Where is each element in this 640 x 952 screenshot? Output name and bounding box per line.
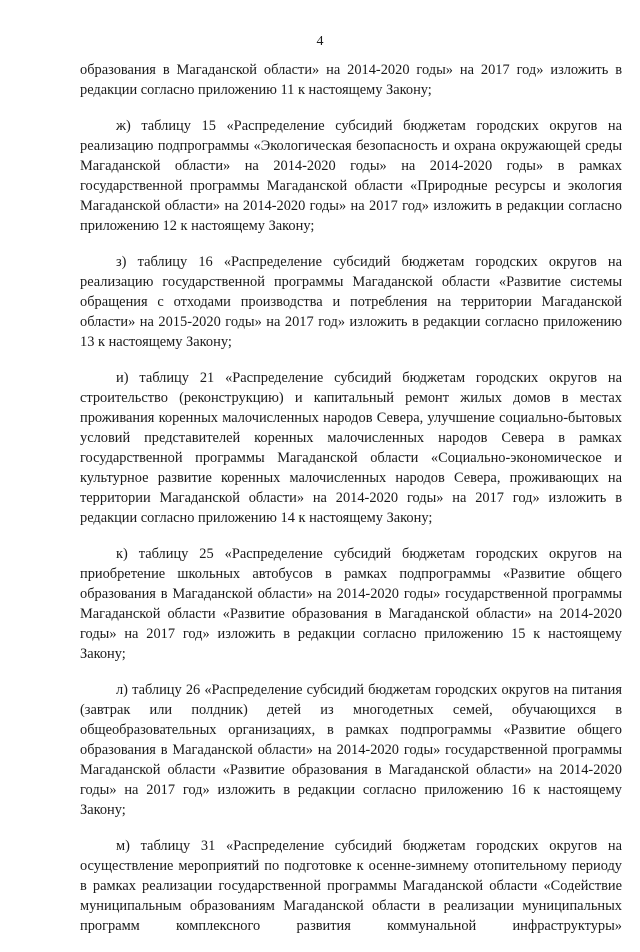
page-number: 4 bbox=[316, 34, 324, 49]
paragraph-continuation: образования в Магаданской области» на 2014-2020 годы» на 2017 год» изложить в редакции согласно приложению 11 к настоящему Закону; bbox=[80, 62, 622, 98]
paragraph-item-m: м) таблицу 31 «Распределение субсидий бюджетам городских округов на осуществление мероприятий по подготовке к осенне-зимнему отопительному периоду в рамках реализации государственной программы Магаданской области «Содействие муниципальным образованиям Магаданской области в реализации муниципальных программ комплексного развития коммунальной инфраструктуры» bbox=[80, 838, 622, 934]
paragraph-item-k: к) таблицу 25 «Распределение субсидий бюджетам городских округов на приобретение школьных автобусов в рамках подпрограммы «Развитие общего образования в Магаданской области» на 2014-2020 годы» государственной программы Магаданской области «Развитие образования в Магаданской области» на 2014-2020 годы» на 2017 год» изложить в редакции согласно приложению 15 к настоящему Закону; bbox=[80, 546, 622, 662]
document-body bbox=[80, 60, 622, 952]
paragraph-item-l: л) таблицу 26 «Распределение субсидий бюджетам городских округов на питания (завтрак или полдник) детей из многодетных семей, обучающихся в общеобразовательных организациях, в рамках подпрограммы «Развитие общего образования в Магаданской области» на 2014-2020 годы» государственной программы Магаданской области «Развитие образования в Магаданской области» на 2014-2020 годы» на 2017 год» изложить в редакции согласно приложению 16 к настоящему Закону; bbox=[80, 682, 622, 818]
paragraph-item-zh: ж) таблицу 15 «Распределение субсидий бюджетам городских округов на реализацию подпрограммы «Экологическая безопасность и охрана окружающей среды Магаданской области» на 2014-2020 годы» на 2014-2020 годы» в рамках государственной программы Магаданской области «Природные ресурсы и экология Магаданской области» на 2014-2020 годы» на 2017 год» изложить в редакции согласно приложению 12 к настоящему Закону; bbox=[80, 118, 622, 234]
paragraph-item-i: и) таблицу 21 «Распределение субсидий бюджетам городских округов на строительство (реконструкцию) и капитальный ремонт жилых домов в местах проживания коренных малочисленных народов Севера, улучшение социально-бытовых условий представителей коренных малочисленных народов Севера в рамках государственной программы Магаданской области «Социально-экономическое и культурное развитие коренных малочисленных народов Севера, проживающих на территории Магаданской области» на 2014-2020 годы» на 2017 год» изложить в редакции согласно приложению 14 к настоящему Закону; bbox=[80, 370, 622, 526]
paragraph-item-z: з) таблицу 16 «Распределение субсидий бюджетам городских округов на реализацию государственной программы Магаданской области «Развитие системы обращения с отходами производства и потребления на территории Магаданской области» на 2015-2020 годы» на 2017 год» изложить в редакции согласно приложению 13 к настоящему Закону; bbox=[80, 254, 622, 350]
